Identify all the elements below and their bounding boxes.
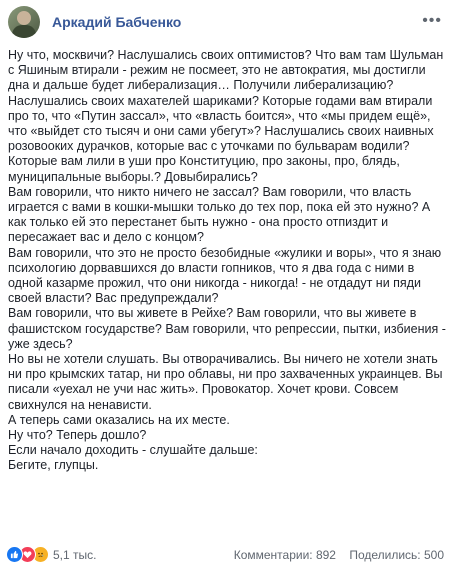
more-dots-icon[interactable]: ••• (422, 12, 442, 29)
like-icon (6, 546, 23, 563)
paragraph: Но вы не хотели слушать. Вы отворачивались. Вы ничего не хотели знать ни про крымских татар, ни про облавы, ни про захваченных украинцев. Вы писали «уехал не учи нас жить». Провокатор. Хочет крови. Совсем свихнулся на ненависти. (8, 352, 443, 412)
author-name[interactable]: Аркадий Бабченко (52, 14, 182, 30)
comments-count[interactable]: Комментарии: 892 (233, 548, 336, 562)
reactions[interactable] (6, 546, 96, 563)
post-footer (6, 544, 444, 566)
paragraph: Бегите, глупцы. (8, 458, 99, 473)
post-header (8, 6, 444, 40)
paragraph: Ну что, москвичи? Наслушались своих оптимистов? Что вам там Шульман с Яшиным втирали - режим не посмеет, это не автократия, мы достигли дна и дальше будет либерализация… Получили либерализацию? (8, 48, 444, 93)
paragraph: А теперь сами оказались на их месте. (8, 412, 230, 427)
paragraph: Вам говорили, что вы живете в Рейхе? Вам говорили, что вы живете в фашистском государстве? Вам говорили, что репрессии, пытки, избиения - уже здесь? (8, 306, 446, 351)
avatar-head (17, 11, 31, 25)
paragraph: Которые вам лили в уши про Конституцию, про законы, про, блядь, муниципальные выборы.? Довыбирались? (8, 154, 400, 184)
post-text (8, 48, 448, 474)
reaction-count[interactable]: 5,1 тыс. (53, 547, 97, 562)
paragraph: Вам говорили, что никто ничего не зассал? Вам говорили, что власть играется с вами в кошки-мышки только до тех пор, пока ей это нужно? А как только ей это перестанет быть нужно - она просто отпиздит и пересажает вас и дело с концом? (8, 184, 431, 245)
paragraph: Ну что? Теперь дошло? (8, 428, 147, 443)
paragraph: Если начало доходить - слушайте дальше: (8, 443, 258, 458)
paragraph: Вам говорили, что это не просто безобидные «жулики и воры», что я знаю психологию дорвавшихся до власти гопников, что я два года с ними в одной казарме прожил, что они никогда - никогда! - не отдадут ни пяди своей власти? Вас предупреждали? (8, 245, 442, 306)
avatar-body (12, 25, 36, 38)
post-stats (234, 548, 444, 562)
shares-count[interactable]: Поделились: 500 (349, 548, 444, 562)
paragraph: Наслушались своих махателей шариками? Которые годами вам втирали про то, что «Путин зассал», что «власть боится», что «мы придем ещё», что «выйдет сто тысяч и они сами убегут»? Наслушались своих наивных розовооких дурачков, которые вас с уточками по бульварам водили? (8, 93, 434, 154)
avatar[interactable] (8, 6, 40, 38)
